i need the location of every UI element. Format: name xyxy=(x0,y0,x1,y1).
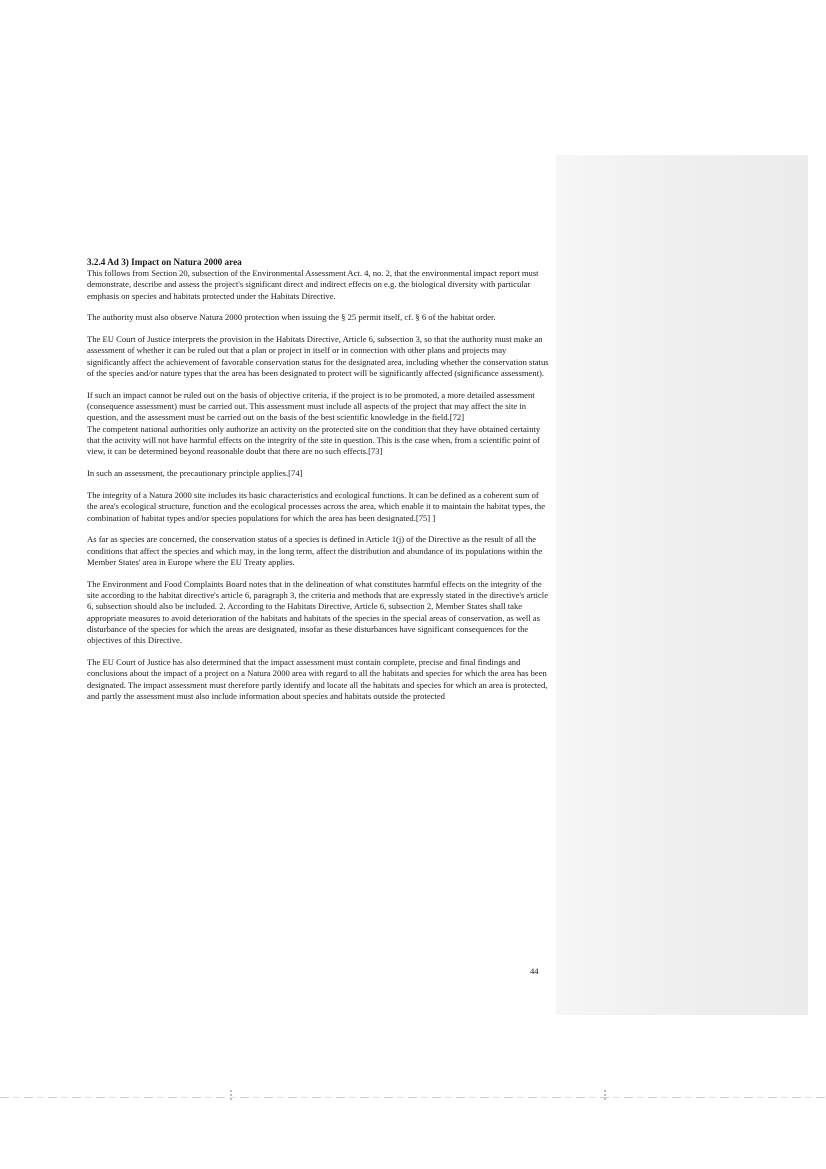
paragraph-3: The EU Court of Justice interprets the provision in the Habitats Directive, Article 6, subsection 3, so that the authority must make an assessment of whether it can be ruled out that a plan or project in itself or in connection with other plans and projects may significantly affect the achievement of favorable conservation status for the designated area, including whether the conservation status of the species and/or nature types that the area has been designated to protect will be significantly affected (significance assessment). xyxy=(87,334,549,379)
scan-artifact-mark-right xyxy=(604,1090,606,1100)
paragraph-5: The competent national authorities only authorize an activity on the protected site on the condition that they have obtained certainty that the activity will not have harmful effects on the integrity of the site in question. This is the case when, from a scientific point of view, it can be determined beyond reasonable doubt that there are no such effects.[73] xyxy=(87,423,541,457)
paragraph-2: The authority must also observe Natura 2000 protection when issuing the § 25 permit itself, cf. § 6 of the habitat order. xyxy=(87,312,496,323)
document-body xyxy=(87,256,549,713)
scan-artifact-mark-left xyxy=(230,1090,232,1100)
paragraph-9: The Environment and Food Complaints Board notes that in the delineation of what constitutes harmful effects on the integrity of the site according to the habitat directive's article 6, paragraph 3, the criteria and methods that are expressly stated in the directive's article 6, subsection should also be included. 2. According to the Habitats Directive, Article 6, subsection 2, Member States shall take appropriate measures to avoid deterioration of the habitats and habitats of the species in the special areas of conservation, as well as disturbance of the species for which the areas are designated, insofar as these disturbances have significant consequences for the objectives of this Directive. xyxy=(87,578,549,646)
paragraph-4: If such an impact cannot be ruled out on the basis of objective criteria, if the project is to be promoted, a more detailed assessment (consequence assessment) must be carried out. This assessment must include all aspects of the project that may affect the site in question, and the assessment must be carried out on the basis of the best scientific knowledge in the field.[72] xyxy=(87,389,535,423)
scan-shadow xyxy=(556,155,808,1015)
paragraph-1: This follows from Section 20, subsection of the Environmental Assessment Act. 4, no. 2, that the environmental impact report must demonstrate, describe and assess the project's significant direct and indirect effects on e.g. the biological diversity with particular emphasis on species and habitats protected under the Habitats Directive. xyxy=(87,268,539,301)
paragraph-8: As far as species are concerned, the conservation status of a species is defined in Article 1(j) of the Directive as the result of all the conditions that affect the species and which may, in the long term, affect the distribution and abundance of its populations within the Member States' area in Europe where the EU Treaty applies. xyxy=(87,534,543,567)
page-number: 44 xyxy=(530,966,539,976)
paragraph-6: In such an assessment, the precautionary principle applies.[74] xyxy=(87,468,303,479)
section-heading: 3.2.4 Ad 3) Impact on Natura 2000 area xyxy=(87,257,242,267)
scan-artifact-line xyxy=(0,1097,826,1098)
paragraph-7: The integrity of a Natura 2000 site includes its basic characteristics and ecological functions. It can be defined as a coherent sum of the area's ecological structure, function and the ecological processes across the area, which enable it to maintain the habitat types, the combination of habitat types and/or species populations for which the area has been designated.[75] ] xyxy=(87,489,546,523)
paragraph-10: The EU Court of Justice has also determined that the impact assessment must contain complete, precise and final findings and conclusions about the impact of a project on a Natura 2000 area with regard to all the habitats and species for which the area has been designated. The impact assessment must therefore partly identify and locate all the habitats and species for which an area is protected, and partly the assessment must also include information about species and habitats outside the protected xyxy=(87,657,548,701)
